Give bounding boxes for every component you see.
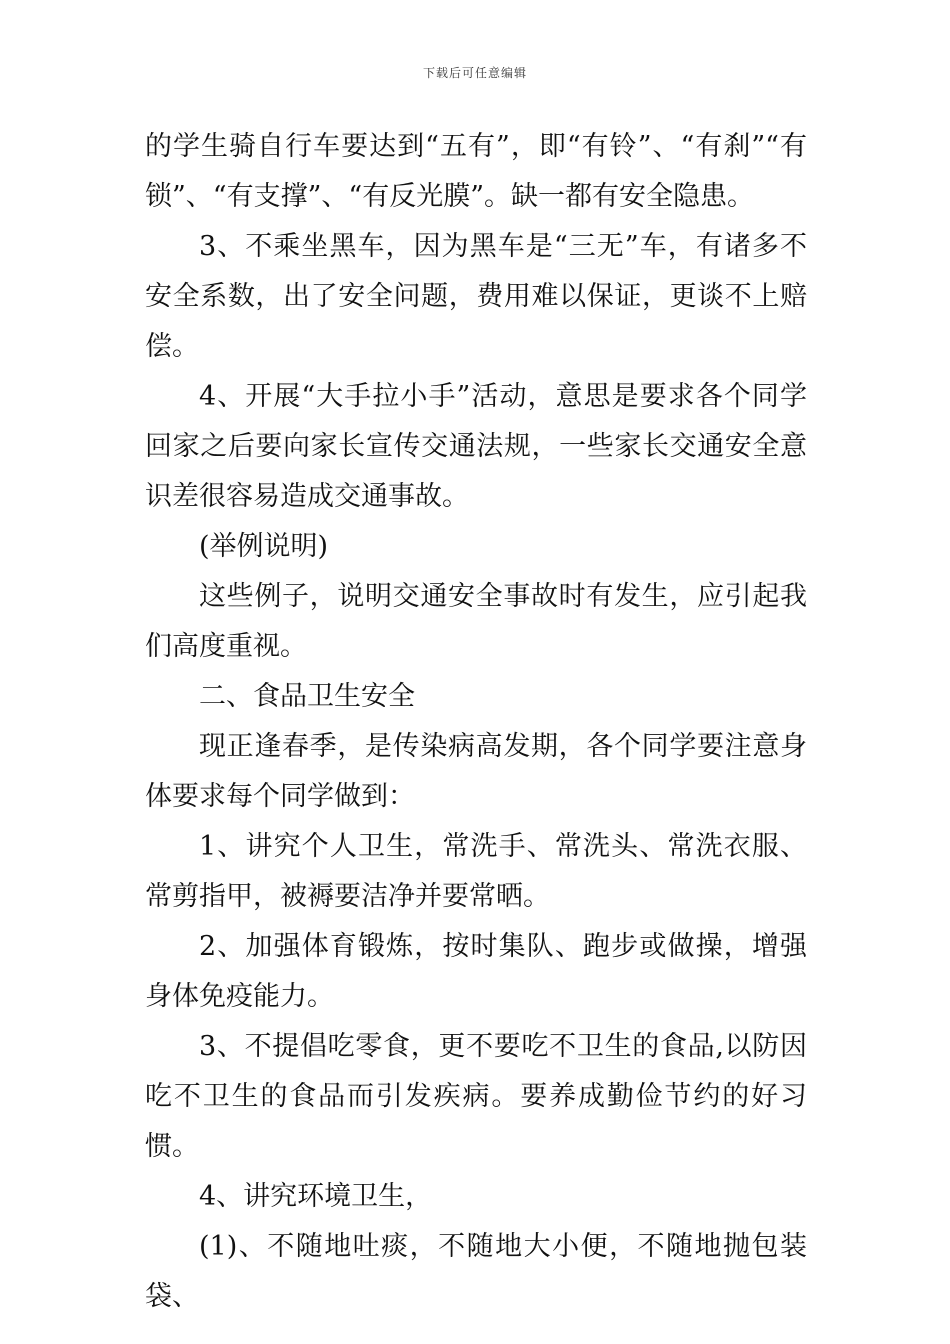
list-item: 1、讲究个人卫生，常洗手、常洗头、常洗衣服、常剪指甲，被褥要洁净并要常晒。 [145, 831, 807, 912]
paragraph: (举例说明) [199, 531, 329, 562]
paragraph: 现正逢春季，是传染病高发期，各个同学要注意身体要求每个同学做到： [145, 731, 807, 812]
paragraph: 3、不乘坐黑车，因为黑车是“三无”车，有诸多不安全系数，出了安全问题，费用难以保证，更谈不上赔偿。 [145, 231, 807, 362]
section-heading: 二、食品卫生安全 [199, 681, 415, 712]
paragraph: 的学生骑自行车要达到“五有”，即“有铃”、“有刹”“有锁”、“有支撑”、“有反光膜”。缺一都有安全隐患。 [145, 131, 807, 212]
paragraph: 4、开展“大手拉小手”活动，意思是要求各个同学回家之后要向家长宣传交通法规，一些家长交通安全意识差很容易造成交通事故。 [145, 381, 807, 512]
page-header-note: 下载后可任意编辑 [422, 66, 527, 80]
list-item: 4、讲究环境卫生， [199, 1181, 433, 1212]
list-item: 2、加强体育锻炼，按时集队、跑步或做操，增强身体免疫能力。 [145, 931, 807, 1012]
list-item: 3、不提倡吃零食，更不要吃不卫生的食品,以防因吃不卫生的食品而引发疾病。要养成勤俭节约的好习惯。 [145, 1031, 807, 1162]
paragraph: 这些例子，说明交通安全事故时有发生，应引起我们高度重视。 [145, 581, 807, 662]
document-body [145, 122, 807, 1322]
list-item: (1)、不随地吐痰，不随地大小便，不随地抛包装袋、 [145, 1231, 807, 1312]
